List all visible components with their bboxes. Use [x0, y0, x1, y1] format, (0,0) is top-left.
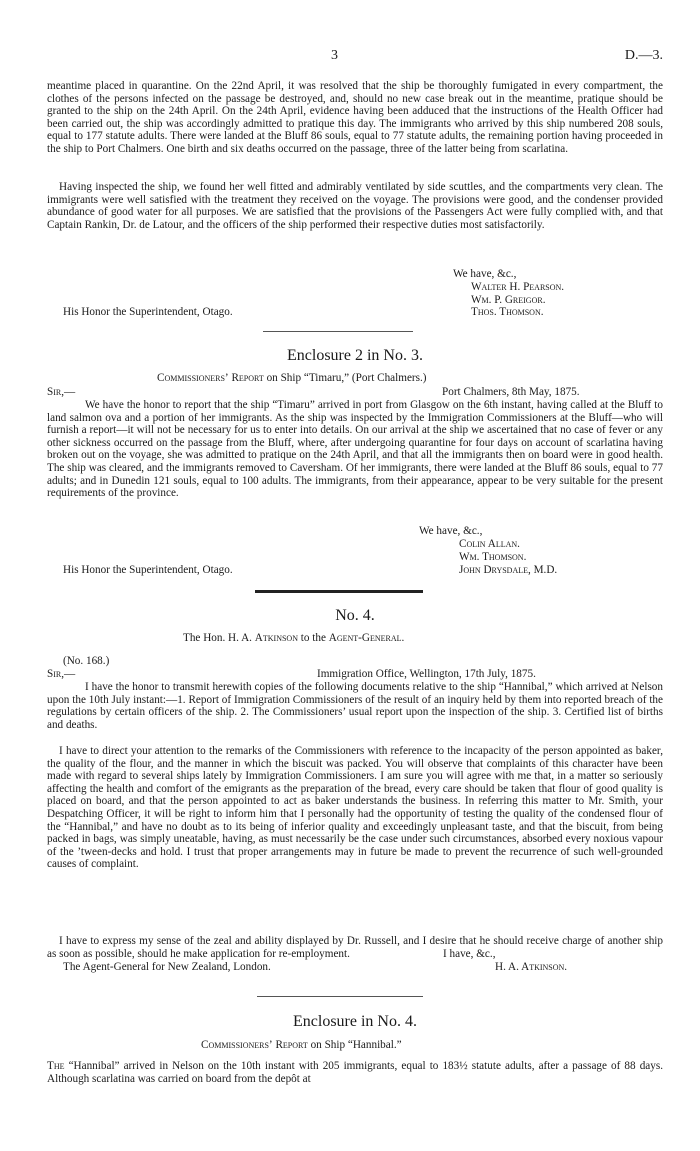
signatory: John Drysdale, M.D. [459, 564, 558, 576]
section-heading: Enclosure 2 in No. 3. [287, 347, 423, 364]
report-title-word: Report [275, 1039, 308, 1051]
signatory: Wm. P. Greigor. [471, 294, 546, 306]
body-paragraph: Having inspected the ship, we found her well fitted and admirably ventilated by side scuttles, and the compartments very clean. The immigrants were well satisfied with the treatment they received on the voyage. The provisions were good, and the condenser provided abundance of good water for all purposes. We are satisfied that the provisions of the Passengers Act were fully complied with, and that Captain Rankin, Dr. de Latour, and the officers of the ship performed their respective duties most satisfactorily. [47, 181, 663, 231]
signature: H. A. Atkinson. [495, 961, 568, 973]
letter-reference: (No. 168.) [63, 655, 110, 667]
report-title [201, 1039, 402, 1052]
report-title-prefix: Commissioners’ [201, 1039, 273, 1051]
salutation: Sir,— [47, 386, 76, 398]
place-date: Port Chalmers, 8th May, 1875. [442, 386, 580, 398]
report-title [157, 372, 427, 385]
section-divider [257, 996, 423, 997]
paragraph-text: “Hannibal” arrived in Nelson on the 10th instant with 205 immigrants, equal to 183½ statute adults, after a passage of 88 days. Although scarlatina was carried on board from the depôt at [47, 1060, 663, 1085]
body-paragraph: meantime placed in quarantine. On the 22nd April, it was resolved that the ship be thoroughly fumigated in every compartment, the clothes of the persons infected on the passage be destroyed, and, should no new case break out in the meantime, pratique should be granted to the ship on the 24th April. On the 24th April, evidence having been adduced that the instructions of the Health Officer had been carried out, the ship was accordingly admitted to pratique this day. The immigrants who arrived by this ship numbered 208 souls, equal to 177 statute adults. There were landed at the Bluff 86 souls, equal to 77 statute adults, the remaining portion having proceeded in the ship to Port Chalmers. One birth and six deaths occurred on the passage, three of the latter being from scarlatina. [47, 80, 663, 155]
page-number: 3 [331, 48, 338, 63]
signatory: Thos. Thomson. [471, 306, 544, 318]
addressee: The Agent-General for New Zealand, London. [63, 961, 271, 973]
section-heading: No. 4. [335, 607, 375, 624]
signatory: Colin Allan. [459, 538, 520, 550]
section-heading: Enclosure in No. 4. [293, 1013, 417, 1030]
closing-line: We have, &c., [453, 268, 517, 280]
closing-line: I have, &c., [443, 948, 496, 960]
letter-title-mid: to the [300, 632, 326, 644]
page-header [47, 48, 663, 66]
letter-title-recipient: Agent-General. [328, 632, 405, 644]
paragraph-lead: The [47, 1060, 65, 1072]
report-title-rest: on Ship “Timaru,” (Port Chalmers.) [266, 372, 427, 384]
salutation: Sir,— [47, 668, 76, 680]
section-divider [263, 331, 413, 332]
body-paragraph: I have the honor to transmit herewith copies of the following documents relative to the ship “Hannibal,” which arrived at Nelson upon the 10th July instant:—1. Report of Immigration Commissioners of the result of an inquiry held by them into reported breach of the regulations by certain officers of the ship. 2. The Commissioners’ usual report upon the inspection of the ship. 3. Certified list of births and deaths. [47, 681, 663, 731]
closing-line: We have, &c., [419, 525, 483, 537]
addressee: His Honor the Superintendent, Otago. [63, 564, 233, 576]
body-paragraph [47, 1060, 663, 1085]
place-date: Immigration Office, Wellington, 17th July, 1875. [317, 668, 536, 680]
page-reference: D.—3. [624, 48, 663, 63]
body-paragraph: I have to express my sense of the zeal and ability displayed by Dr. Russell, and I desire that he should receive charge of another ship as soon as possible, should he make application for re-employment. [47, 935, 663, 960]
signatory: Walter H. Pearson. [471, 281, 565, 293]
section-divider [255, 590, 423, 593]
body-paragraph: I have to direct your attention to the remarks of the Commissioners with reference to the incapacity of the person appointed as baker, the quality of the flour, and the manner in which the biscuit was packed. You will observe that complaints of this character have been made with regard to several ships lately by Immigration Commissioners. I am sure you will agree with me that, in a matter so seriously affecting the health and comfort of the emigrants as the preparation of the bread, every care should be taken that flour of good quality is placed on board, and that the person appointed to act as baker understands the business. In referring this matter to Mr. Smith, your Despatching Officer, it will be right to inform him that I personally had the opportunity of testing the quality of the condensed flour of the “Hannibal,” and have no doubt as to its being of inferior quality and exceedingly unpleasant taste, and that the biscuit, from being packed in bags, was simply uneatable, having, as must necessarily be the case under such circumstances, absorbed every noxious vapour of the ’tween-decks and hold. I trust that proper arrangements may in future be made to prevent the recurrence of such well-grounded causes of complaint. [47, 745, 663, 871]
addressee: His Honor the Superintendent, Otago. [63, 306, 233, 318]
letter-title-prefix: The Hon. H. A. [183, 632, 252, 644]
body-paragraph: We have the honor to report that the ship “Timaru” arrived in port from Glasgow on the 6th instant, having called at the Bluff to land salmon ova and a portion of her immigrants. As the ship was inspected by the Immigration Commissioners at the Bluff—who will furnish a report—it will not be necessary for us to enter into details. On our arrival at the ship we ascertained that no case of fever or any other sickness occurred on the passage from the Bluff, where, after undergoing quarantine for four days on account of scarlatina having broken out on the voyage, she was admitted to pratique on the 24th April, and that all the immigrants then on board were in good health. The ship was cleared, and the immigrants removed to Caversham. Of her immigrants, there were landed at the Bluff 86 souls, equal to 77 adults; and in Dunedin 121 souls, equal to 100 adults. The immigrants, from their appearance, appear to be very suitable for the present requirements of the province. [47, 399, 663, 500]
report-title-word: Report [231, 372, 264, 384]
report-title-prefix: Commissioners’ [157, 372, 229, 384]
signatory: Wm. Thomson. [459, 551, 527, 563]
report-title-rest: on Ship “Hannibal.” [310, 1039, 402, 1051]
letter-title-sender: Atkinson [254, 632, 298, 644]
letter-title [183, 632, 404, 645]
